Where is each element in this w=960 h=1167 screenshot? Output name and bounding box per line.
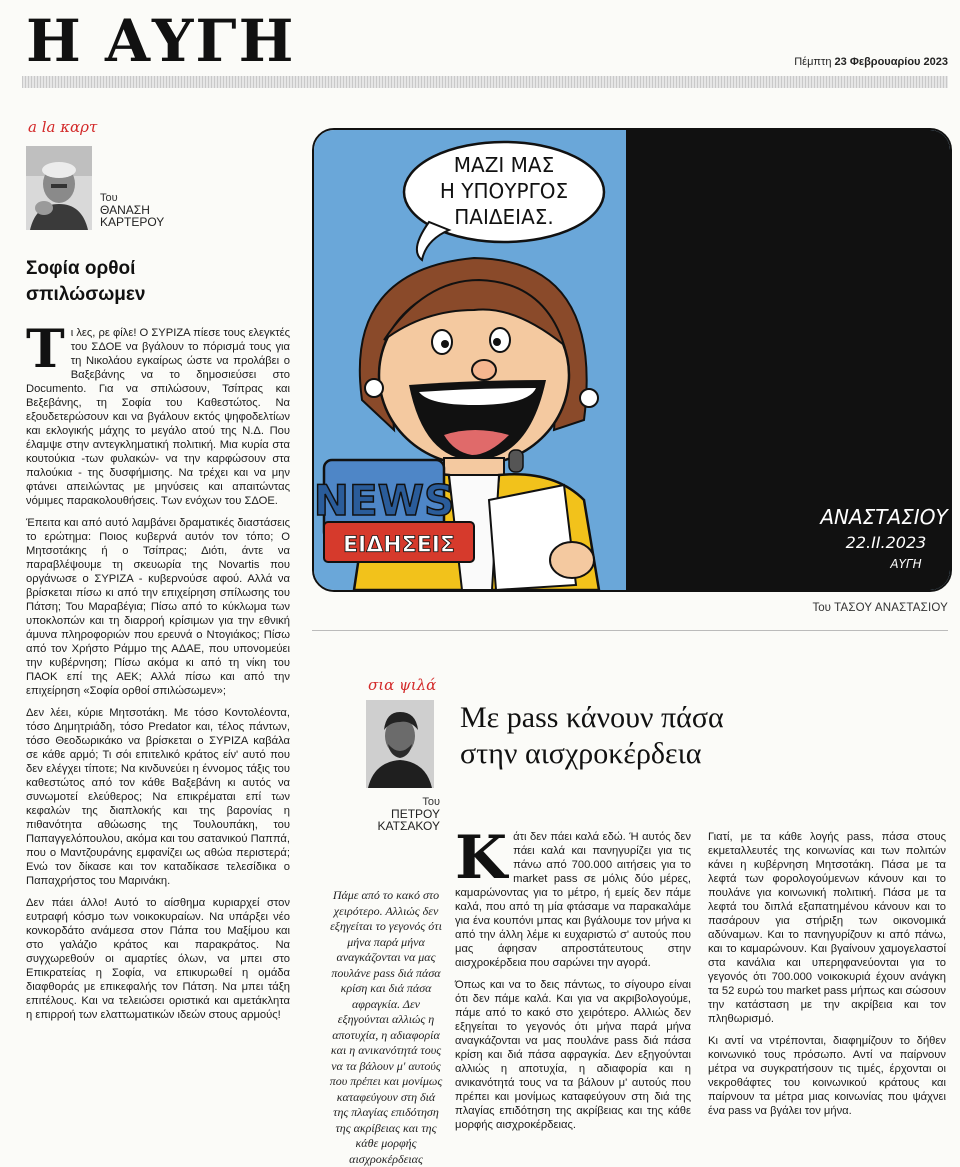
editorial-cartoon	[312, 128, 952, 592]
paragraph: Γιατί, με τα κάθε λογής pass, πάσα στους εκμεταλλευτές της κοινωνίας και των πολιτών κάνει η κυβέρνηση Μητσοτάκη. Πάσα με τα λεφτά των φορολογούμενων κάνουν και το πουλάνε για κοινωνική πολιτική. Πάσα με τα λεφτά του διπλά εξαπατημένου κάνουν και το πασάρουν για στήριξη των οικονομικά αδύναμων. Και το πανηγυρίζουν κι από πάνω, και το καμαρώνουν. Και βγαίνουν χαμογελαστοί στα κανάλια και υπερηφανεύονται για το γεγονός ότι 700.000 νοικοκυριά έχουν ανάγκη τα 52 ευρώ του market pass μήπως και σώσουν την κατάσταση με την ακρίβεια και τον πληθωρισμό.	[708, 831, 946, 1025]
drop-cap: Τ	[26, 319, 65, 380]
article-body-col2	[708, 830, 946, 1126]
cartoon-illustration	[314, 130, 950, 590]
paragraph: Έπειτα και από αυτό λαμβάνει δραματικές διαστάσεις το ερώτημα: Ποιος κυβερνά αυτόν τον τόπο; Ο Μητσοτάκης ή ο Τσίπρας; Διότι, άντε να παραβλέψουμε τη σκευωρία της Novartis που οργάνωσε ο ΣΥΡΙΖΑ - κυβερνούσε αφού. Αλλά να βρίσκεται πίσω κι από την επιχείρηση σπίλωσης του Πάτση; Του Μαραβέγια; Πίσω από το κύκλωμα των υποκλοπών και τη διαρροή κρίσιμων για την εθνική άμυνα πληροφοριών που ερευνά ο Ντογιάκος; Πίσω από τον Χρήστο Ράμμο της ΑΔΑΕ, που υπονομεύει την κυβέρνηση; Πίσω ακόμα κι από τη νίκη του ΠΑΟΚ επί της ΑΕΚ; Αλλά πίσω και από την επιχείρηση «Σοφία ορθοί σπιλώσωμεν»;	[26, 517, 290, 697]
speech-line: ΜΑΖΙ ΜΑΣ	[453, 153, 555, 177]
paragraph	[455, 823, 691, 970]
paragraph: Κι αντί να ντρέπονται, διαφημίζουν το δήθεν κοινωνικό τους πρόσωπο. Αντί να παίρνουν μέτρα να συγκρατήσουν τις τιμές, έρχονται οι νεκροθάφτες του κοινωνικού κράτους και παίρνουν τα μέτρα μιας κοινωνίας που ψάχνει ένα pass να βγάλει τον μήνα.	[708, 1035, 946, 1117]
issue-date-value: 23 Φεβρουαρίου 2023	[834, 56, 948, 68]
author-photo	[26, 146, 92, 230]
byline-prefix: Του	[100, 192, 118, 204]
cartoon-date: 22.II.2023	[845, 533, 927, 552]
paragraph	[26, 319, 290, 508]
paragraph: Δεν πάει άλλο! Αυτό το αίσθημα κυριαρχεί στον ευτραφή κόσμο των νοικοκυραίων. Να υπάρξει νέο κονκορδάτο ανάμεσα στον Πάπα του Μαξίμου και στο γαλάζιο κράτος και παρακράτος. Να συγχωρεθούν οι αμαρτίες όλων, να μπει στο Επικρατείας η Σοφία, να επικυρωθεί η ομάδα διαφθοράς με επικεφαλής τον Πάτση. Να μπει τάξη επιτέλους. Και να τελειώσει οριστικά και αμετάκλητα η επιρροή των ελαττωματικών ιδεών στους αρμούς!	[26, 897, 290, 1021]
author-photo-2	[366, 700, 434, 788]
paragraph: Δεν λέει, κύριε Μητσοτάκη. Με τόσο Κοντολέοντα, τόσο Δημητριάδη, τόσο Predator και, τέλος πάντων, τόσο Θεοδωρικάκο να βρίσκεται ο ΣΥΡΙΖΑ καβάλα σε κάθε αρμό; Τι σόι επιτελικό κράτος είν' αυτό που δεν ελέγχει τίποτε; Να κινδυνεύει η έννομος τάξις του καθεστώτος από τον κάθε Βαξεβάνη κι αυτός να συνωμοτεί ελεύθερος; Να επικρέμαται επί των κεφαλών της διαπλοκής και της βαρονίας η πιθανότητα αθώωσης της Τουλουπάκη, του Παπαγγελόπουλου, ακόμα και του σατανικού Παππά, που ο Μαντζουράνης εμφανίζει ως αθώα περιστερά; Ενώ τον δίκασε και τον καταδίκασε τελεσίδικα ο Παπαχρήστος του Μαρινάκη.	[26, 707, 291, 887]
paragraph-text: άτι δεν πάει καλά εδώ. Ή αυτός δεν πάει καλά και πανηγυρίζει για τις πάνω από 700.000 αιτήσεις για το market pass σε μόλις δύο μέρες, καμαρώνοντας για το μέτρο, ή εμείς δεν πάμε καλά, που από τη μία φτάσαμε να παρακαλάμε για ένα κουπόνι μπας και βγάλουμε τον μήνα κι από την άλλη λέμε κι ευχαριστώ σ' αυτούς που μας άφησαν απροστάτευτους στην αισχροκέρδεια που σαρώνει την αγορά.	[455, 831, 691, 969]
article-headline-2: Με pass κάνουν πάσα στην αισχροκέρδεια	[460, 701, 724, 770]
cartoon-credit	[812, 602, 948, 614]
section-divider	[312, 630, 948, 631]
credit-name: ΤΑΣΟΥ ΑΝΑΣΤΑΣΙΟΥ	[834, 602, 948, 614]
issue-day: Πέμπτη	[794, 56, 832, 68]
cartoonist-signature: ΑΝΑΣΤΑΣΙΟΥ	[820, 505, 948, 529]
author-portrait-icon	[26, 146, 92, 230]
paragraph: Όπως και να το δεις πάντως, το σίγουρο είναι ότι δεν πάμε καλά. Και για να ακριβολογούμε, πάμε από το κακό στο χειρότερο. Αλλιώς δεν εξηγείται το γεγονός ότι μήνα παρά μήνα αναγκάζονται να μας πουλάνε pass διά πάσα κρίση και διά πάσα αφραγκία. Δεν εξηγούνται αλλιώς η αποτυχία, η αδιαφορία και η ανικανότητά τους να τα βάλουν μ' αυτούς που πρέπει και μονίμως καταφεύγουν στη διά της πλαγίας επιδότηση της ακρίβειας και της κάθε μορφής αισχροκέρδειας.	[455, 979, 691, 1131]
column-kicker: a la καρτ	[28, 118, 98, 136]
mic-news-label: NEWS	[314, 476, 455, 525]
column-kicker-2: σια ψιλά	[368, 676, 437, 694]
author-byline	[100, 192, 166, 228]
pull-quote: Πάμε από το κακό στο χειρότερο. Αλλιώς δεν εξηγείται το γεγονός ότι μήνα παρά μήνα αναγκάζονται να μας πουλάνε pass διά πάσα κρίση και διά πάσα αφραγκία. Δεν εξηγούνται αλλιώς η αποτυχία, η αδιαφορία και η ανικανότητά τους να τα βάλουν μ' αυτούς που πρέπει και μονίμως καταφεύγουν στη διά της πλαγίας επιδότηση της ακρίβειας και της κάθε μορφής αισχροκέρδειας	[329, 888, 443, 1166]
article-body	[26, 319, 291, 1030]
author-name: ΠΕΤΡΟΥ ΚΑΤΣΑΚΟΥ	[377, 807, 440, 833]
masthead: Η ΑΥΓΗ	[26, 7, 296, 75]
speech-line: Η ΥΠΟΥΡΓΟΣ	[439, 179, 569, 203]
byline-prefix: Του	[422, 796, 440, 808]
mic-eidiseis-label: ΕΙΔΗΣΕΙΣ	[343, 533, 455, 558]
author-portrait-icon	[366, 700, 434, 788]
speech-line: ΠΑΙΔΕΙΑΣ.	[454, 205, 554, 229]
credit-prefix: Του	[812, 602, 831, 614]
article-headline: Σοφία ορθοί σπιλώσωμεν	[26, 258, 146, 305]
author-byline-2	[368, 796, 440, 832]
article-body-col1	[455, 823, 691, 1140]
cartoon-paper: ΑΥΓΗ	[890, 557, 922, 571]
issue-date	[794, 56, 948, 68]
drop-cap: Κ	[455, 823, 508, 893]
header-rule	[22, 76, 948, 88]
paragraph-text: ι λες, ρε φίλε! Ο ΣΥΡΙΖΑ πίεσε τους ελεγκτές του ΣΔΟΕ να βγάλουν το πόρισμά τους για τη Νικολάου εγκαίρως ώστε να προλάβει ο Βαξεβάνης να το δημοσιεύσει στο Documento. Για να σπιλώσουν, Τσίπρας και Βεξεβάνης, τη Σοφία του Καθεστώτος. Να εξουδετερώσουν και να βγάλουν εκτός ψηφοδελτίων και εκλογικής μάχης το μεγάλο ατού της Ν.Δ. Που έλαμψε στην αντεγκληματική πολιτική. Μια κυρία στα κουτούκια -των φυλακών- να την καρφώσουν στα παλούκια - της δυσφήμισης. Να τρέχει και να μην φτάνει απειλώντας με μηνύσεις και απαιτώντας νόμιμες παρακολουθήσεις. Των ενόχων του ΣΔΟΕ.	[26, 327, 290, 507]
author-name: ΘΑΝΑΣΗ ΚΑΡΤΕΡΟΥ	[100, 203, 165, 229]
